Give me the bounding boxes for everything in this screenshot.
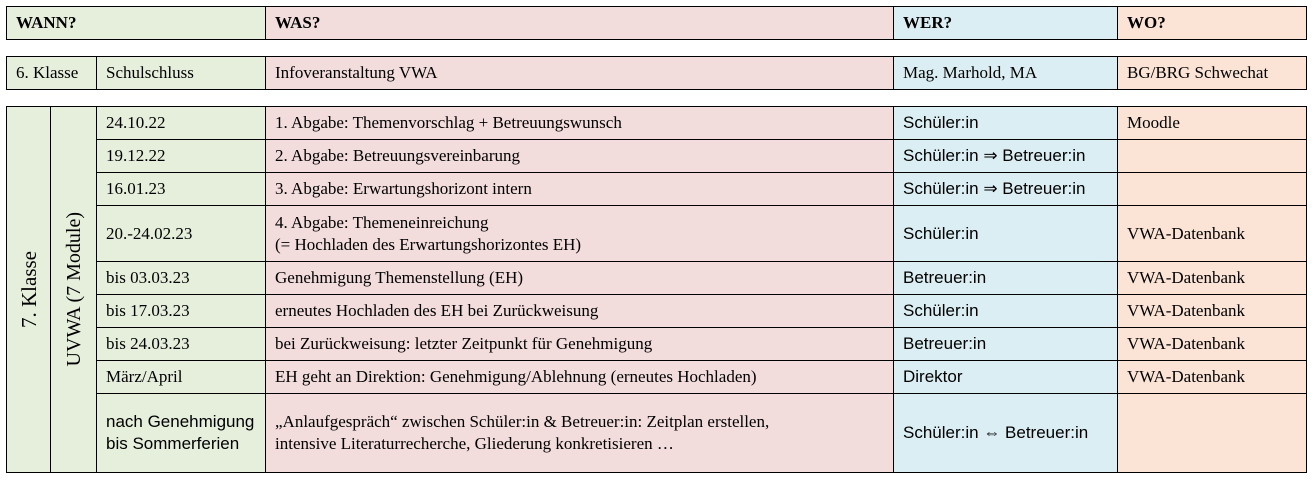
table-row [7,173,1307,206]
table-row [7,394,1307,473]
row-wann: 16.01.23 [97,173,266,206]
row-was: 1. Abgabe: Themenvorschlag + Betreuungswunsch [266,107,894,140]
table-row [7,295,1307,328]
row-wer: Schüler:in [894,107,1118,140]
row-wer: Direktor [894,361,1118,394]
header-wann: WANN? [7,7,266,40]
row-was: EH geht an Direktion: Genehmigung/Ablehnung (erneutes Hochladen) [266,361,894,394]
row-wer: Schüler:in [894,295,1118,328]
klasse6-label: 6. Klasse [7,57,97,90]
header-wo: WO? [1118,7,1307,40]
row-wann: bis 17.03.23 [97,295,266,328]
klasse7-label-cell [7,107,51,473]
row-wo: VWA-Datenbank [1118,361,1307,394]
header-table [6,6,1307,40]
row-was: 2. Abgabe: Betreuungsvereinbarung [266,140,894,173]
row-wann: 24.10.22 [97,107,266,140]
row-was: bei Zurückweisung: letzter Zeitpunkt für Genehmigung [266,328,894,361]
row-wann: März/April [97,361,266,394]
table-row [7,262,1307,295]
row-wo: Moodle [1118,107,1307,140]
header-was: WAS? [266,7,894,40]
row-wann: bis 03.03.23 [97,262,266,295]
row-was: 3. Abgabe: Erwartungshorizont intern [266,173,894,206]
row-wo [1118,173,1307,206]
row-wann-cell [97,394,266,473]
row-wo: VWA-Datenbank [1118,295,1307,328]
table-row [7,328,1307,361]
klasse6-wer: Mag. Marhold, MA [894,57,1118,90]
row-was-cell [266,206,894,262]
klasse7-label: 7. Klasse [16,251,41,328]
row-wo: VWA-Datenbank [1118,206,1307,262]
row-wer: Schüler:in ⇔ Betreuer:in [894,394,1118,473]
table-row [7,140,1307,173]
row-was-line2: intensive Literaturrecherche, Gliederung konkretisieren … [275,434,674,453]
row-wer: Schüler:in ⇒ Betreuer:in [894,140,1118,173]
row-was-line1: 4. Abgabe: Themeneinreichung [275,212,489,232]
klasse7-table [6,106,1307,473]
klasse6-table [6,56,1307,90]
row-wer: Schüler:in ⇒ Betreuer:in [894,173,1118,206]
table-row [7,361,1307,394]
row-was: erneutes Hochladen des EH bei Zurückweisung [266,295,894,328]
row-wann-line2: bis Sommerferien [106,434,240,453]
table-row [7,57,1307,90]
row-wer: Schüler:in [894,206,1118,262]
row-wo [1118,140,1307,173]
row-wann: 20.-24.02.23 [97,206,266,262]
row-was-line1: „Anlaufgespräch“ zwischen Schüler:in & Betreuer:in: Zeitplan erstellen, [275,412,770,431]
table-row [7,107,1307,140]
row-wo [1118,394,1307,473]
header-wer: WER? [894,7,1118,40]
row-was-cell [266,394,894,473]
row-wo: VWA-Datenbank [1118,328,1307,361]
klasse6-was: Infoveranstaltung VWA [266,57,894,90]
table-row [7,206,1307,262]
row-wann: 19.12.22 [97,140,266,173]
row-was-line2: (= Hochladen des Erwartungshorizontes EH) [275,234,582,254]
row-wer: Betreuer:in [894,262,1118,295]
row-wer: Betreuer:in [894,328,1118,361]
row-wann: bis 24.03.23 [97,328,266,361]
header-row [7,7,1307,40]
row-wann-line1: nach Genehmigung [106,412,255,431]
module-label-cell [51,107,97,473]
row-was: Genehmigung Themenstellung (EH) [266,262,894,295]
klasse6-wann: Schulschluss [97,57,266,90]
klasse6-wo: BG/BRG Schwechat [1118,57,1307,90]
module-label: UVWA (7 Module) [62,212,85,367]
row-wo: VWA-Datenbank [1118,262,1307,295]
